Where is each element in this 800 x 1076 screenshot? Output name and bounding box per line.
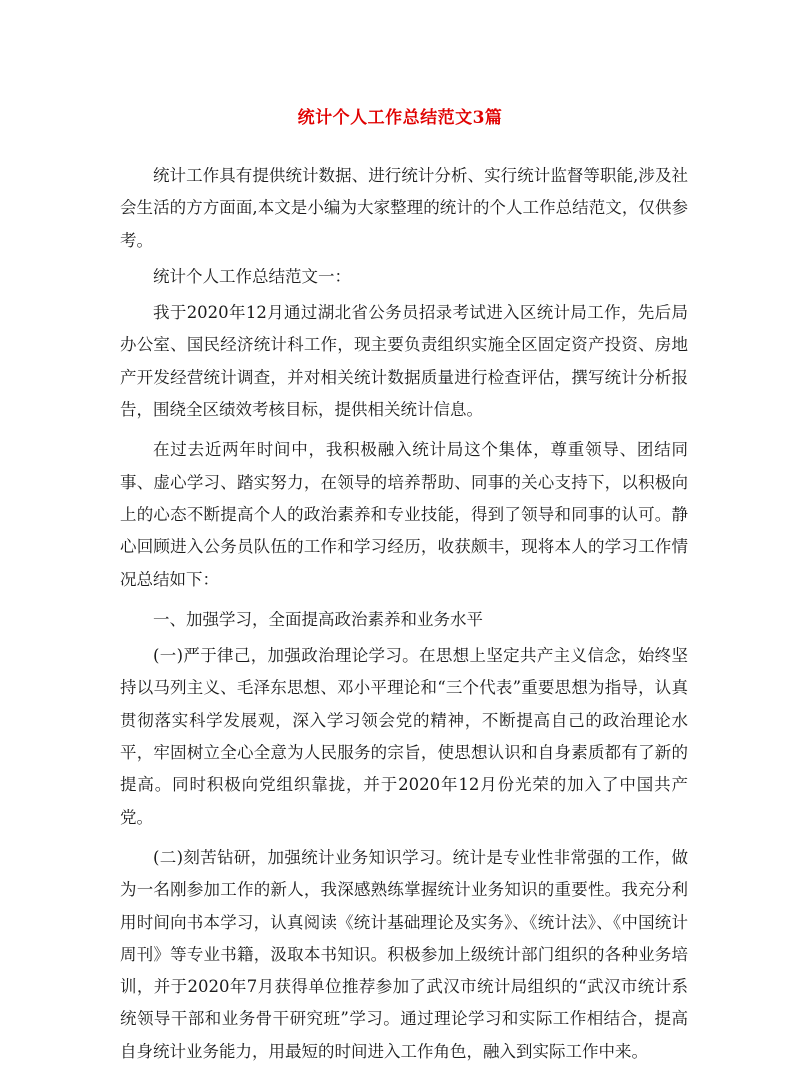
- document-body: [120, 160, 688, 1076]
- section-heading-study: 一、加强学习，全面提高政治素养和业务水平: [153, 609, 483, 629]
- experience-paragraph: 在过去近两年时间中，我积极融入统计局这个集体，尊重领导、团结同事、虚心学习、踏实努力，在领导的培养帮助、同事的关心支持下，以积极向上的心态不断提高个人的政治素养和专业技能，得到了领导和同事的认可。静心回顾进入公务员队伍的工作和学习经历，收获颇丰，现将本人的学习工作情况总结如下：: [120, 440, 688, 589]
- business-study-paragraph: (二)刻苦钻研，加强统计业务知识学习。统计是专业性非常强的工作，做为一名刚参加工作的新人，我深感熟练掌握统计业务知识的重要性。我充分利用时间向书本学习，认真阅读《统计基础理论及实务》、《统计法》、《中国统计周刊》等专业书籍，汲取本书知识。积极参加上级统计部门组织的各种业务培训，并于2020年7月获得单位推荐参加了武汉市统计局组织的“武汉市统计系统领导干部和业务骨干研究班”学习。通过理论学习和实际工作相结合，提高自身统计业务能力，用最短的时间进入工作角色，融入到实际工作中来。: [120, 847, 688, 1061]
- document-title: 统计个人工作总结范文3篇: [297, 108, 503, 128]
- political-study-paragraph: (一)严于律己，加强政治理论学习。在思想上坚定共产主义信念，始终坚持以马列主义、毛泽东思想、邓小平理论和“三个代表”重要思想为指导，认真贯彻落实科学发展观，深入学习领会党的精神，不断提高自己的政治理论水平，牢固树立全心全意为人民服务的宗旨，使思想认识和自身素质都有了新的提高。同时积极向党组织靠拢，并于2020年12月份光荣的加入了中国共产党。: [120, 646, 688, 827]
- intro-paragraph: 统计工作具有提供统计数据、进行统计分析、实行统计监督等职能,涉及社会生活的方方面面,本文是小编为大家整理的统计的个人工作总结范文，仅供参考。: [120, 166, 688, 250]
- section-heading-sample-one: 统计个人工作总结范文一：: [153, 266, 351, 286]
- background-paragraph: 我于2020年12月通过湖北省公务员招录考试进入区统计局工作，先后局办公室、国民经济统计科工作，现主要负责组织实施全区固定资产投资、房地产开发经营统计调查，并对相关统计数据质量进行检查评估，撰写统计分析报告，围绕全区绩效考核目标，提供相关统计信息。: [120, 303, 688, 420]
